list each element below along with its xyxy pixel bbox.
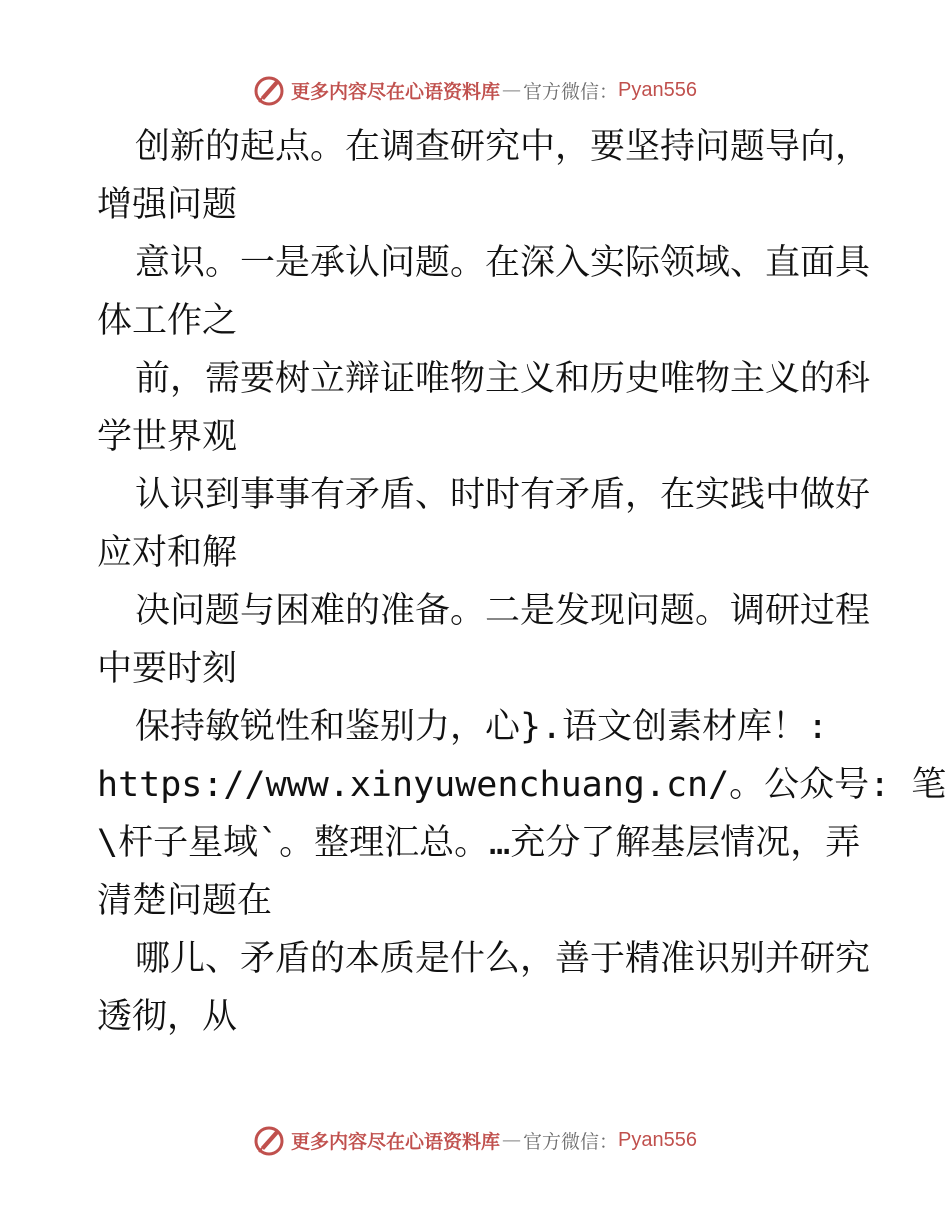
body-line: 应对和解: [97, 533, 238, 573]
body-line: 认识到事事有矛盾、时时有矛盾，在实践中做好: [135, 475, 871, 515]
body-line: 意识。一是承认问题。在深入实际领域、直面具: [135, 243, 871, 283]
body-line: 增强问题: [97, 185, 238, 225]
footer-site-text: 更多内容尽在心语资料库: [291, 1130, 501, 1153]
body-line: https://www.xinyuwenchuang.cn/。公众号: 笔: [97, 765, 947, 805]
footer-separator: —: [502, 1129, 522, 1151]
header-banner: [0, 70, 950, 110]
body-line: 透彻，从: [97, 997, 238, 1037]
body-line: \杆子星域`。整理汇总。…充分了解基层情况，弄: [97, 823, 861, 863]
header-wechat-id: Pyan556: [618, 78, 697, 101]
header-site-text: 更多内容尽在心语资料库: [291, 80, 501, 103]
body-line: 决问题与困难的准备。二是发现问题。调研过程: [135, 591, 871, 631]
header-separator: —: [502, 79, 522, 101]
body-line: 创新的起点。在调查研究中，要坚持问题导向，: [135, 127, 871, 167]
body-line: 保持敏锐性和鉴别力，心}.语文创素材库！:: [135, 707, 829, 747]
footer-wechat-id: Pyan556: [618, 1128, 697, 1151]
body-line: 前，需要树立辩证唯物主义和历史唯物主义的科: [135, 359, 871, 399]
body-line: 中要时刻: [97, 649, 238, 689]
body-line: 体工作之: [97, 301, 238, 341]
header-wechat-label: 官方微信：: [523, 80, 619, 103]
body-line: 哪儿、矛盾的本质是什么，善于精准识别并研究: [135, 939, 871, 979]
quill-pen-logo-icon: [253, 1123, 287, 1157]
body-line: 学世界观: [97, 417, 238, 457]
document-body: [97, 118, 947, 1046]
footer-banner: [0, 1120, 950, 1160]
body-line: 清楚问题在: [97, 881, 273, 921]
footer-wechat-label: 官方微信：: [523, 1130, 619, 1153]
quill-pen-logo-icon: [253, 73, 287, 107]
